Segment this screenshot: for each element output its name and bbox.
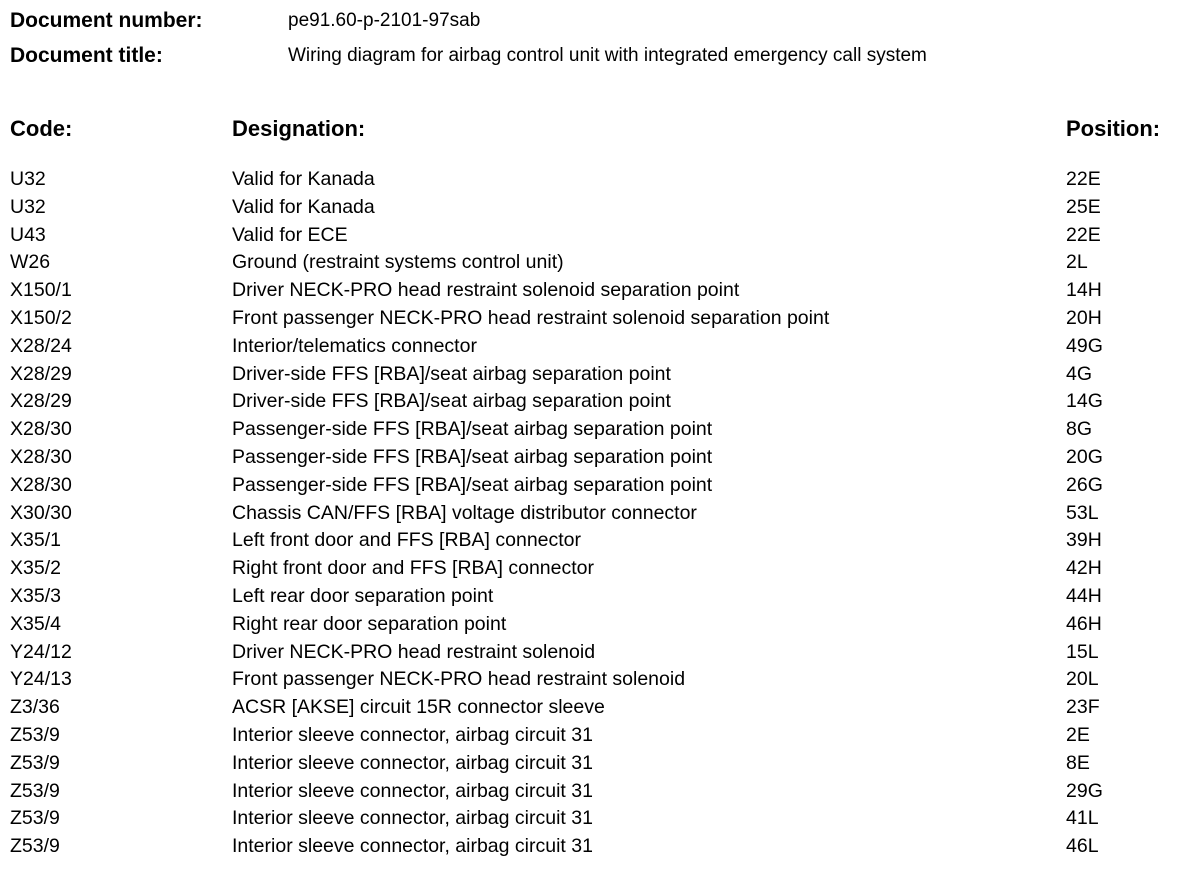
code-cell: W26 [10,251,51,274]
designation-cell: Valid for Kanada [232,195,375,218]
table-row [0,305,1188,333]
position-cell: 22E [1066,168,1101,190]
code-cell: U32 [10,168,46,190]
table-row [0,222,1188,250]
table-row [0,778,1188,806]
code-cell: X28/29 [10,390,72,413]
designation-cell: Interior sleeve connector, airbag circuit 31 [232,751,593,774]
table-row [0,333,1188,361]
table-row [0,555,1188,583]
position-cell: 42H [1066,557,1102,580]
position-cell: 14H [1066,279,1102,302]
table-row [0,388,1188,416]
position-cell: 39H [1066,529,1102,552]
designation-cell: Driver-side FFS [RBA]/seat airbag separation point [232,362,671,385]
code-cell: Y24/12 [10,640,72,663]
designation-cell: Passenger-side FFS [RBA]/seat airbag separation point [232,418,713,441]
column-header-position: Position: [1066,116,1161,141]
code-cell: X35/3 [10,584,61,607]
table-row [0,639,1188,667]
column-header-code: Code: [10,116,73,141]
designation-cell: Interior sleeve connector, airbag circuit 31 [232,807,593,830]
position-cell: 15L [1066,640,1099,663]
code-cell: U43 [10,223,46,246]
designation-cell: Driver-side FFS [RBA]/seat airbag separation point [232,390,671,413]
code-cell: X28/29 [10,362,72,385]
position-cell: 22E [1066,223,1101,246]
position-cell: 41L [1066,807,1099,830]
code-cell: X28/30 [10,418,72,441]
designation-cell: Left front door and FFS [RBA] connector [232,529,582,552]
designation-cell: Ground (restraint systems control unit) [232,251,564,274]
code-cell: Z53/9 [10,751,60,774]
table-row [0,277,1188,305]
position-cell: 2E [1066,723,1090,746]
position-cell: 53L [1066,501,1099,524]
position-cell: 23F [1066,696,1100,719]
table-row [0,416,1188,444]
table-row [0,722,1188,750]
table-row [0,833,1188,861]
position-cell: 20G [1066,445,1103,468]
position-cell: 20L [1066,668,1099,691]
document-title-value: Wiring diagram for airbag control unit with integrated emergency call system [288,45,927,66]
table-row [0,472,1188,500]
code-cell: Z3/36 [10,696,60,719]
position-cell: 49G [1066,334,1103,357]
code-cell: X150/2 [10,306,72,329]
position-cell: 8E [1066,751,1090,774]
designation-cell: Chassis CAN/FFS [RBA] voltage distributor connector [232,501,697,524]
table-row [0,527,1188,555]
table-row [0,194,1188,222]
code-cell: X28/30 [10,445,72,468]
position-cell: 46L [1066,835,1099,858]
code-cell: X35/4 [10,612,61,635]
position-cell: 4G [1066,362,1093,385]
position-cell: 26G [1066,473,1103,496]
code-cell: X150/1 [10,279,72,302]
code-cell: Z53/9 [10,835,60,858]
designation-cell: Interior sleeve connector, airbag circuit 31 [232,779,593,802]
designation-cell: Interior sleeve connector, airbag circuit 31 [232,723,593,746]
code-cell: X35/1 [10,529,61,552]
table-row [0,500,1188,528]
code-cell: Y24/13 [10,668,72,691]
position-cell: 14G [1066,390,1103,413]
position-cell: 2L [1066,251,1088,274]
designation-cell: Front passenger NECK-PRO head restraint solenoid separation point [232,306,830,329]
designation-cell: Driver NECK-PRO head restraint solenoid [232,640,596,663]
table-row [0,583,1188,611]
position-cell: 8G [1066,418,1093,441]
table-row [0,166,1188,194]
document-number-value: pe91.60-p-2101-97sab [288,10,481,31]
designation-table [0,166,1188,861]
designation-cell: Front passenger NECK-PRO head restraint solenoid [232,668,686,691]
column-header-designation: Designation: [232,116,366,141]
code-cell: Z53/9 [10,807,60,830]
designation-cell: Passenger-side FFS [RBA]/seat airbag separation point [232,473,713,496]
document-title-label: Document title: [10,44,163,67]
table-row [0,694,1188,722]
table-row [0,249,1188,277]
code-cell: Z53/9 [10,723,60,746]
position-cell: 20H [1066,306,1102,329]
designation-cell: Valid for Kanada [232,168,375,190]
code-cell: U32 [10,195,46,218]
code-cell: X35/2 [10,557,61,580]
code-cell: X28/24 [10,334,72,357]
table-row [0,444,1188,472]
designation-cell: ACSR [AKSE] circuit 15R connector sleeve [232,696,605,719]
designation-cell: Left rear door separation point [232,584,494,607]
table-row [0,805,1188,833]
designation-cell: Right rear door separation point [232,612,507,635]
designation-cell: Passenger-side FFS [RBA]/seat airbag separation point [232,445,713,468]
position-cell: 46H [1066,612,1102,635]
designation-cell: Valid for ECE [232,223,348,246]
designation-cell: Driver NECK-PRO head restraint solenoid separation point [232,279,740,302]
position-cell: 44H [1066,584,1102,607]
table-row [0,750,1188,778]
table-row [0,611,1188,639]
code-cell: X30/30 [10,501,72,524]
code-cell: X28/30 [10,473,72,496]
designation-cell: Interior/telematics connector [232,334,477,357]
position-cell: 29G [1066,779,1103,802]
designation-cell: Right front door and FFS [RBA] connector [232,557,595,580]
document-number-label: Document number: [10,9,203,32]
designation-cell: Interior sleeve connector, airbag circuit 31 [232,835,593,858]
position-cell: 25E [1066,195,1101,218]
table-row [0,361,1188,389]
table-row [0,666,1188,694]
code-cell: Z53/9 [10,779,60,802]
